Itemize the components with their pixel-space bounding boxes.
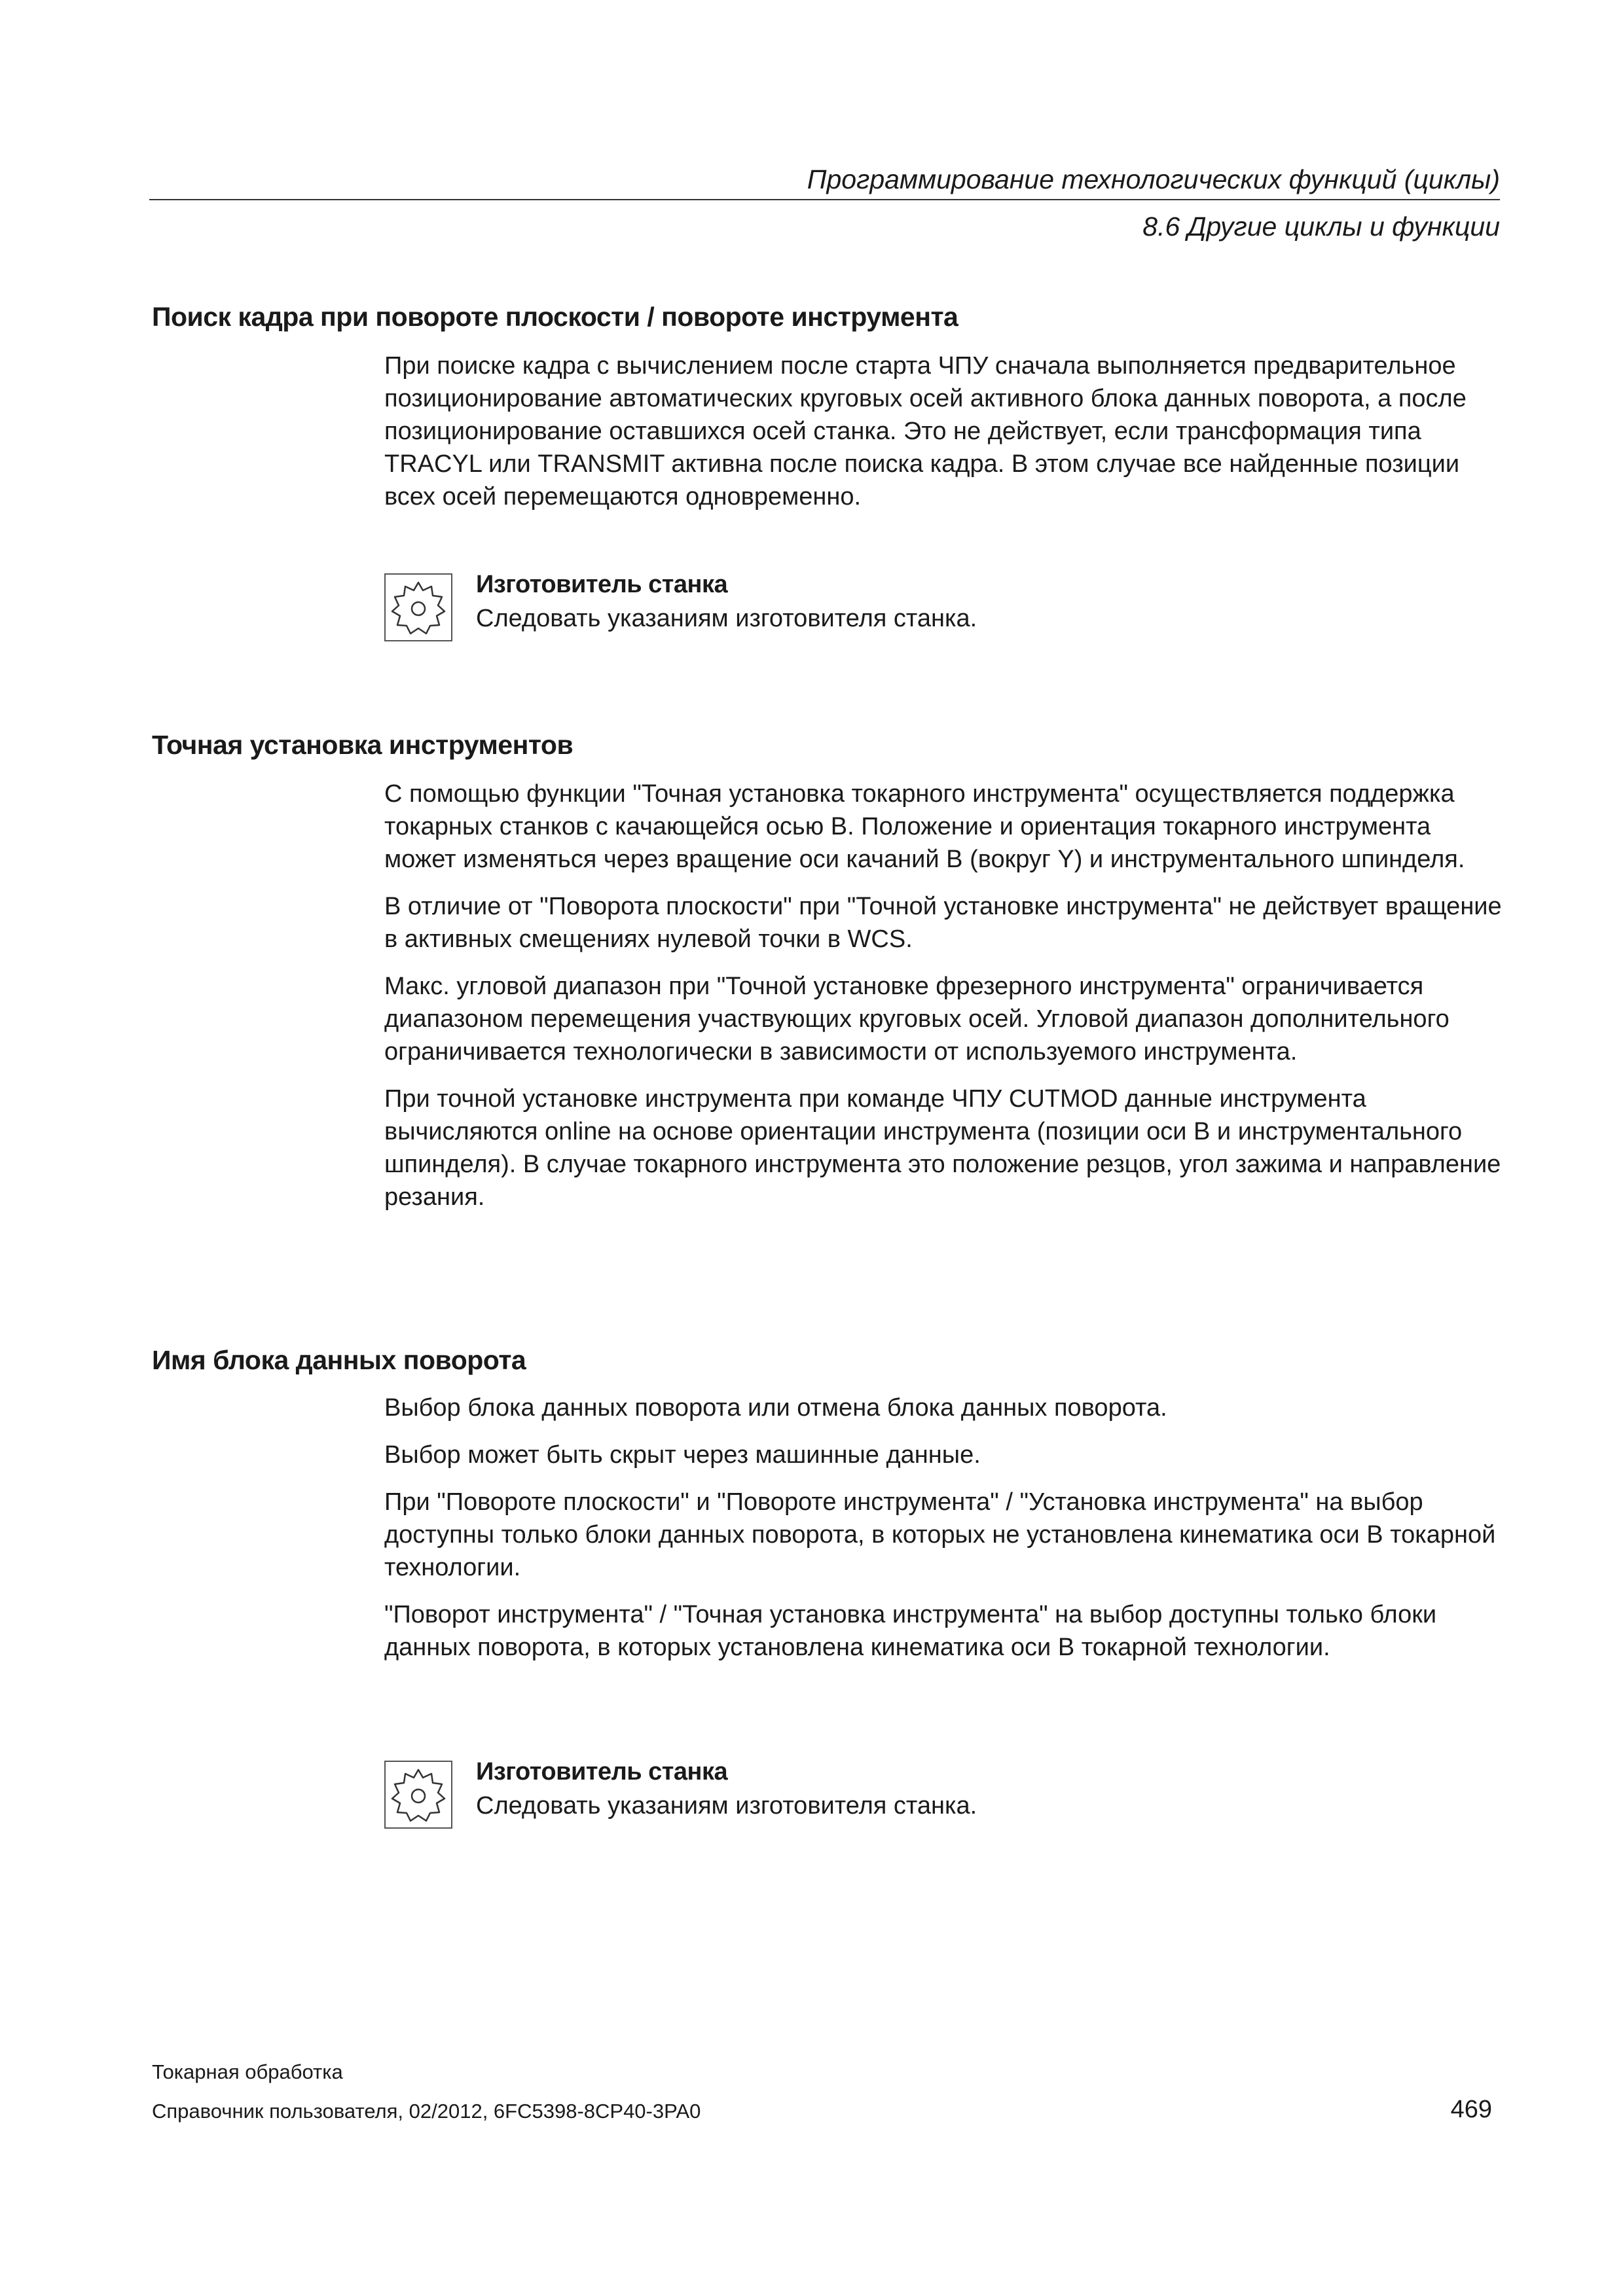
header-rule — [149, 199, 1500, 200]
section-heading-block-search: Поиск кадра при повороте плоскости / повороте инструмента — [152, 302, 958, 332]
footer-doc-info: Справочник пользователя, 02/2012, 6FC5398-8CP40-3PA0 — [152, 2100, 701, 2123]
paragraph: В отличие от "Поворота плоскости" при "Точной установке инструмента" не действует вращение в активных смещениях нулевой точки в WCS. — [384, 893, 1502, 953]
paragraph: Макс. угловой диапазон при "Точной установке фрезерного инструмента" ограничивается диапазоном перемещения участвующих круговых осей. Угловой диапазон дополнительного ограничивается технологически в зависимости от используемого инструмента. — [384, 973, 1450, 1066]
gear-icon — [384, 573, 452, 641]
paragraph: С помощью функции "Точная установка токарного инструмента" осуществляется поддержка токарных станков с качающейся осью B. Положение и ориентация токарного инструмента может изменяться через вращение оси качаний B (вокруг Y) и инструментального шпинделя. — [384, 780, 1465, 873]
note-title: Изготовитель станка — [476, 571, 728, 598]
note-text: Следовать указаниям изготовителя станка. — [476, 605, 977, 632]
paragraph: "Поворот инструмента" / "Точная установка инструмента" на выбор доступны только блоки данных поворота, в которых установлена кинематика оси B токарной технологии. — [384, 1601, 1437, 1661]
manufacturer-note — [384, 568, 1504, 647]
section-body-fine-tool-setting — [384, 778, 1504, 1228]
footer-product: Токарная обработка — [152, 2060, 343, 2083]
section-body-block-search — [384, 350, 1504, 528]
paragraph: При точной установке инструмента при команде ЧПУ CUTMOD данные инструмента вычисляются online на основе ориентации инструмента (позиции оси B и инструментального шпинделя). В случае токарного инструмента это положение резцов, угол зажима и направление резания. — [384, 1085, 1501, 1211]
chapter-title: Программирование технологических функций (циклы) — [807, 164, 1500, 194]
gear-icon — [384, 1761, 452, 1829]
page-number: 469 — [1450, 2096, 1492, 2123]
section-body-swivel-data-record — [384, 1391, 1504, 1678]
paragraph: Выбор может быть скрыт через машинные данные. — [384, 1441, 981, 1469]
note-title: Изготовитель станка — [476, 1758, 728, 1785]
paragraph: При "Повороте плоскости" и "Повороте инструмента" / "Установка инструмента" на выбор доступны только блоки данных поворота, в которых не установлена кинематика оси B токарной технологии. — [384, 1488, 1496, 1581]
section-heading-swivel-data-record: Имя блока данных поворота — [152, 1345, 526, 1375]
section-heading-fine-tool-setting: Точная установка инструментов — [152, 730, 574, 760]
paragraph: Выбор блока данных поворота или отмена блока данных поворота. — [384, 1394, 1167, 1422]
note-text: Следовать указаниям изготовителя станка. — [476, 1792, 977, 1820]
manufacturer-note — [384, 1755, 1504, 1834]
running-header — [149, 161, 1500, 245]
paragraph: При поиске кадра с вычислением после старта ЧПУ сначала выполняется предварительное позиционирование автоматических круговых осей активного блока данных поворота, а после позиционирование оставшихся осей станка. Это не действует, если трансформация типа TRACYL или TRANSMIT активна после поиска кадра. В этом случае все найденные позиции всех осей перемещаются одновременно. — [384, 352, 1467, 511]
section-title: 8.6 Другие циклы и функции — [1142, 211, 1500, 242]
